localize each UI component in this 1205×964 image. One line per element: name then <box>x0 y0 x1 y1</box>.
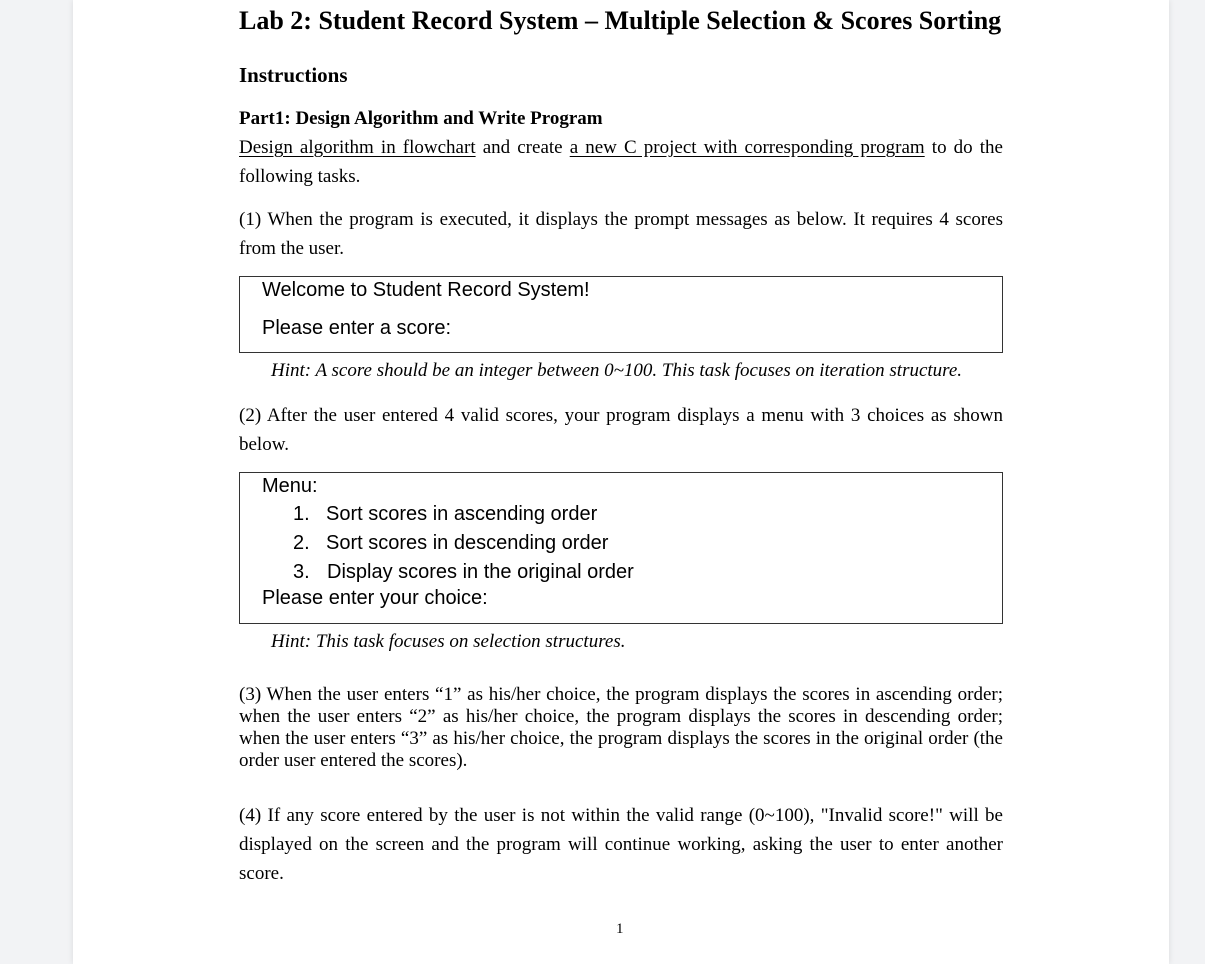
instructions-heading: Instructions <box>239 63 348 87</box>
task2-paragraph: (2) After the user entered 4 valid scores, your program displays a menu with 3 choices as shown below. <box>239 405 1003 455</box>
task1-paragraph: (1) When the program is executed, it displays the prompt messages as below. It requires 4 scores from the user. <box>239 209 1003 259</box>
c-project-underlined-text: a new C project with corresponding program <box>569 137 925 158</box>
document-title: Lab 2: Student Record System – Multiple Selection & Scores Sorting <box>239 6 1002 35</box>
menu-item-number: 3. <box>293 561 310 583</box>
menu-item-label: Sort scores in ascending order <box>326 503 598 525</box>
task3-paragraph: (3) When the user enters “1” as his/her choice, the program displays the scores in ascending order; when the user enters “2” as his/her choice, the program displays the scores in descending order; when the user enters “3” as his/her choice, the program displays the scores in the original order (the order user entered the scores). <box>239 684 1003 771</box>
intro-paragraph <box>239 133 1003 191</box>
menu-title: Menu: <box>262 475 318 497</box>
menu-item-number: 1. <box>293 503 310 525</box>
intro-text-1: and create <box>475 137 570 158</box>
flowchart-underlined-text: Design algorithm in flowchart <box>239 137 476 158</box>
task2-hint: Hint: This task focuses on selection structures. <box>271 631 626 652</box>
menu-item-label: Sort scores in descending order <box>326 532 609 554</box>
intro-text-2: to do the following tasks. <box>239 137 1003 187</box>
menu-item-number: 2. <box>293 532 310 554</box>
menu-box <box>239 472 1003 624</box>
menu-item-label: Display scores in the original order <box>327 561 634 583</box>
task1-hint: Hint: A score should be an integer between 0~100. This task focuses on iteration structure. <box>271 360 963 381</box>
document-page <box>73 0 1169 964</box>
score-prompt-line: Please enter a score: <box>262 317 451 339</box>
part1-heading: Part1: Design Algorithm and Write Program <box>239 108 603 129</box>
menu-choice-prompt: Please enter your choice: <box>262 587 488 609</box>
welcome-prompt-box <box>239 276 1003 353</box>
task4-paragraph: (4) If any score entered by the user is not within the valid range (0~100), "Invalid score!" will be displayed on the screen and the program will continue working, asking the user to enter another score. <box>239 805 1003 884</box>
welcome-line: Welcome to Student Record System! <box>262 279 590 301</box>
page-number: 1 <box>616 921 624 937</box>
